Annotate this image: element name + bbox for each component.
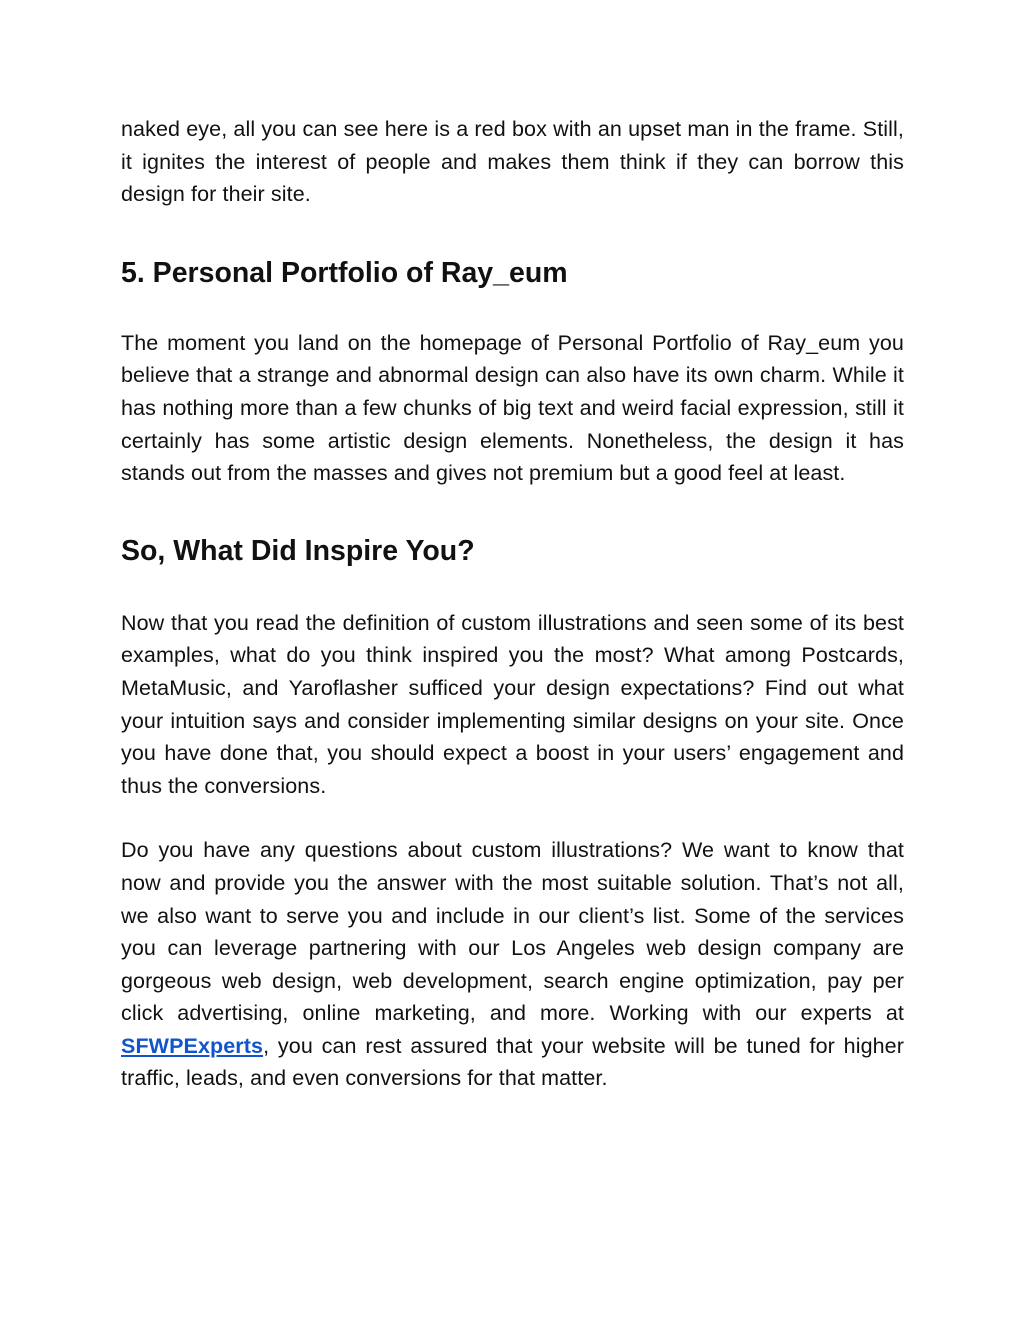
inspiration-paragraph: Now that you read the definition of custom illustrations and seen some of its best examples, what do you think inspired you the most? What among Postcards, MetaMusic, and Yaroflasher sufficed your design expectations? Find out what your intuition says and consider implementing similar designs on your site. Once you have done that, you should expect a boost in your users’ engagement and thus the conversions. — [121, 610, 904, 798]
document-page — [121, 113, 904, 1095]
questions-paragraph-text-after-link: , you can rest assured that your website will be tuned for higher traffic, leads, and even conversions for that matter. — [121, 1033, 904, 1091]
questions-paragraph — [121, 834, 904, 1095]
section-heading-personal-portfolio: 5. Personal Portfolio of Ray_eum — [121, 256, 568, 289]
questions-paragraph-text-before-link: Do you have any questions about custom illustrations? We want to know that now and provide you the answer with the most suitable solution. That’s not all, we also want to serve you and include in our client’s list. Some of the services you can leverage partnering with our Los Angeles web design company are gorgeous web design, web development, search engine optimization, pay per click advertising, online marketing, and more. Working with our experts at — [121, 838, 904, 1026]
intro-paragraph: naked eye, all you can see here is a red box with an upset man in the frame. Still, it ignites the interest of people and makes them think if they can borrow this design for their site. — [121, 117, 904, 207]
portfolio-paragraph: The moment you land on the homepage of Personal Portfolio of Ray_eum you believe that a strange and abnormal design can also have its own charm. While it has nothing more than a few chunks of big text and weird facial expression, still it certainly has some artistic design elements. Nonetheless, the design it has stands out from the masses and gives not premium but a good feel at least. — [121, 330, 904, 486]
sfwpexperts-link[interactable]: SFWPExperts — [121, 1033, 264, 1058]
section-heading-inspiration: So, What Did Inspire You? — [121, 534, 475, 567]
